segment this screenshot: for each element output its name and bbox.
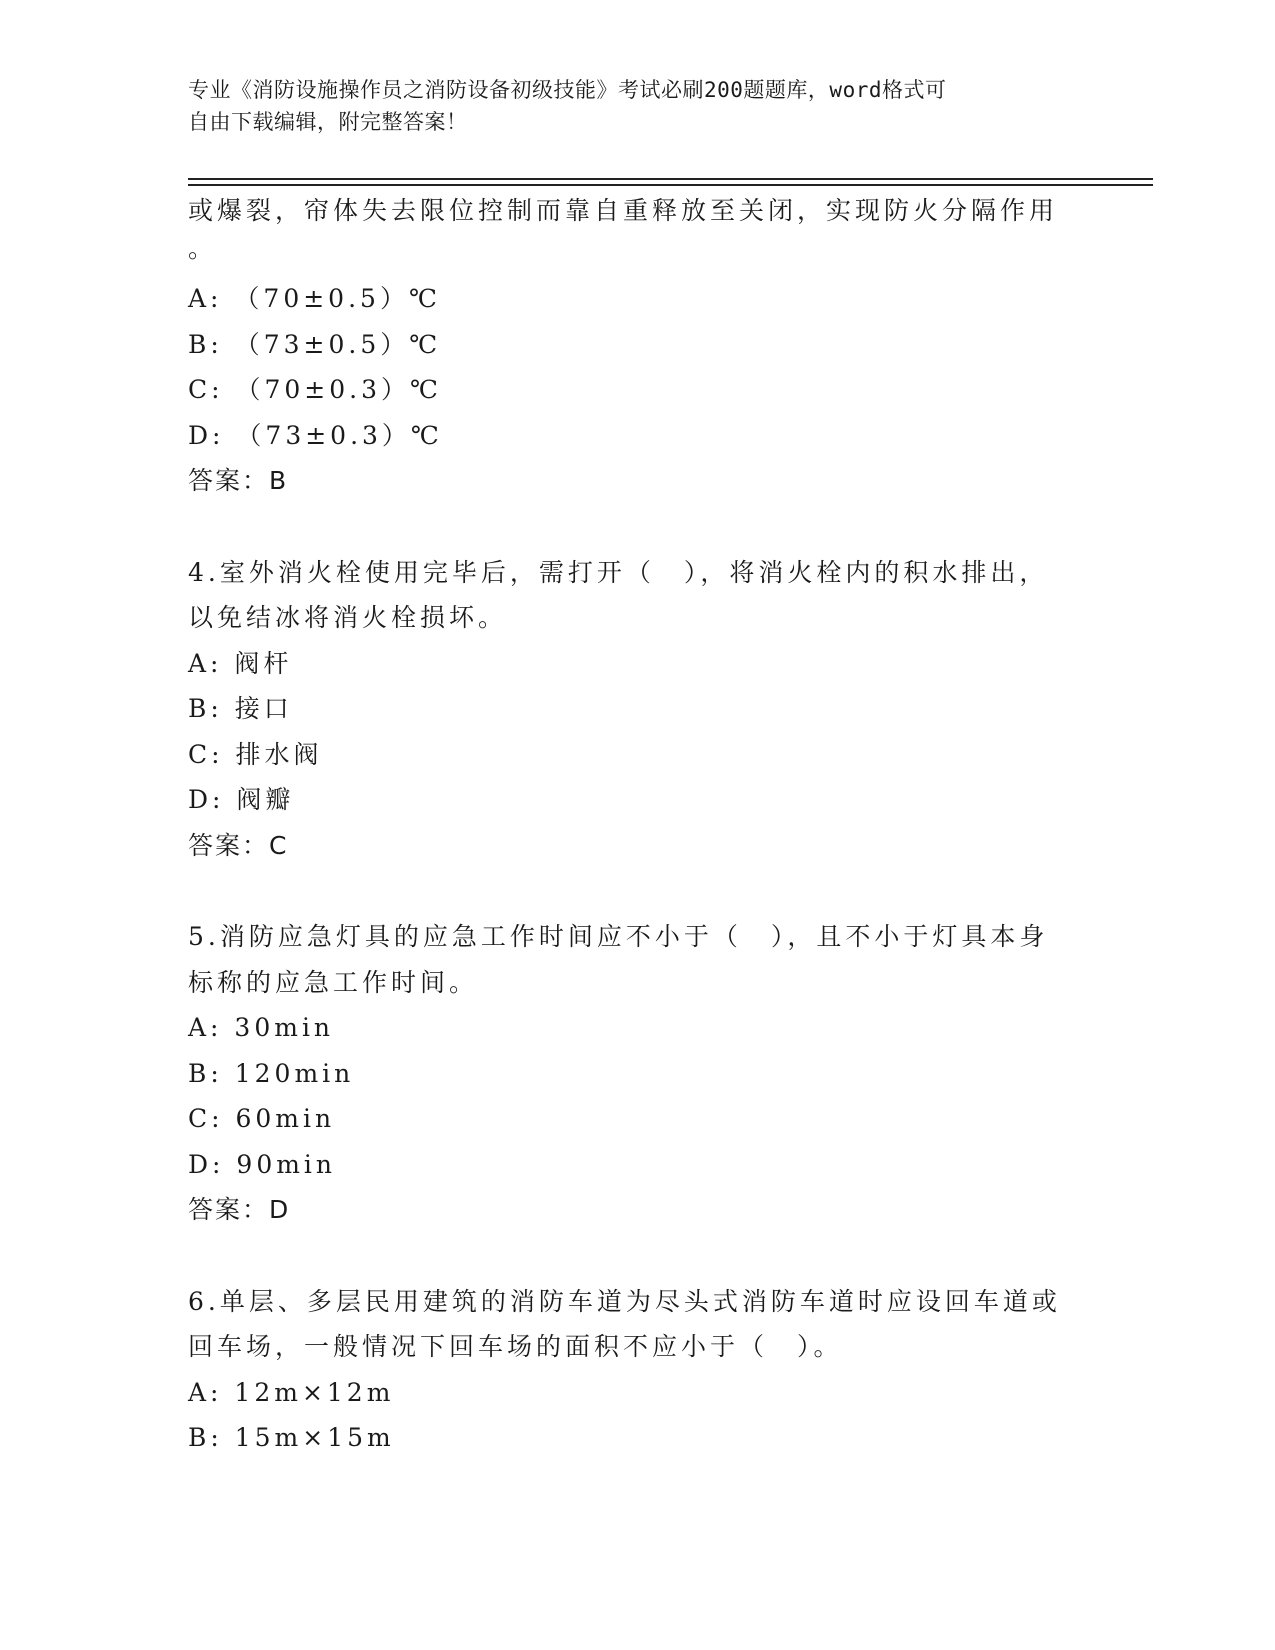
document-header <box>188 74 1068 138</box>
question-3 <box>188 188 1068 504</box>
option-d: D: 90min <box>188 1149 337 1179</box>
option-a: A: （70±0.5）℃ <box>188 284 441 313</box>
question-5 <box>188 914 1068 1233</box>
question-stem-line: 5.消防应急灯具的应急工作时间应不小于（ ），且不小于灯具本身 <box>188 922 1049 951</box>
option-b: B: 15m×15m <box>188 1423 395 1452</box>
option-d: D: 阀瓣 <box>188 785 295 814</box>
header-divider-bottom <box>188 184 1153 186</box>
question-spacer <box>188 1233 1068 1279</box>
header-divider-top <box>188 178 1153 180</box>
option-a: A: 12m×12m <box>188 1377 395 1407</box>
answer-line: 答案：B <box>188 466 289 495</box>
question-stem-line: 或爆裂，帘体失去限位控制而靠自重释放至关闭，实现防火分隔作用 <box>188 196 1059 225</box>
question-stem-line: 6.单层、多层民用建筑的消防车道为尽头式消防车道时应设回车道或 <box>188 1286 1061 1316</box>
option-b: B: 120min <box>188 1058 355 1088</box>
option-a: A: 30min <box>188 1013 335 1042</box>
option-d: D: （73±0.3）℃ <box>188 420 443 450</box>
question-spacer <box>188 504 1068 550</box>
question-stem-line: 回车场，一般情况下回车场的面积不应小于（ ）。 <box>188 1332 843 1361</box>
question-stem-line: 以免结冰将消火栓损坏。 <box>188 603 508 632</box>
option-b: B: （73±0.5）℃ <box>188 329 442 359</box>
option-c: C: 60min <box>188 1104 336 1133</box>
option-c: C: （70±0.3）℃ <box>188 375 442 404</box>
option-c: C: 排水阀 <box>188 739 323 769</box>
question-stem-line: 标称的应急工作时间。 <box>188 967 479 997</box>
question-stem-line: 4.室外消火栓使用完毕后，需打开（ ），将消火栓内的积水排出， <box>188 557 1049 587</box>
answer-line: 答案：D <box>188 1195 291 1224</box>
question-spacer <box>188 868 1068 914</box>
header-line-2: 自由下载编辑，附完整答案！ <box>188 110 468 134</box>
answer-line: 答案：C <box>188 830 289 860</box>
header-line-1: 专业《消防设施操作员之消防设备初级技能》考试必刷200题题库，word格式可 <box>188 78 947 102</box>
question-list <box>188 188 1068 1461</box>
question-6 <box>188 1279 1068 1461</box>
option-b: B: 接口 <box>188 694 293 723</box>
option-a: A: 阀杆 <box>188 648 293 678</box>
question-4 <box>188 550 1068 869</box>
question-stem-line: 。 <box>188 234 218 263</box>
